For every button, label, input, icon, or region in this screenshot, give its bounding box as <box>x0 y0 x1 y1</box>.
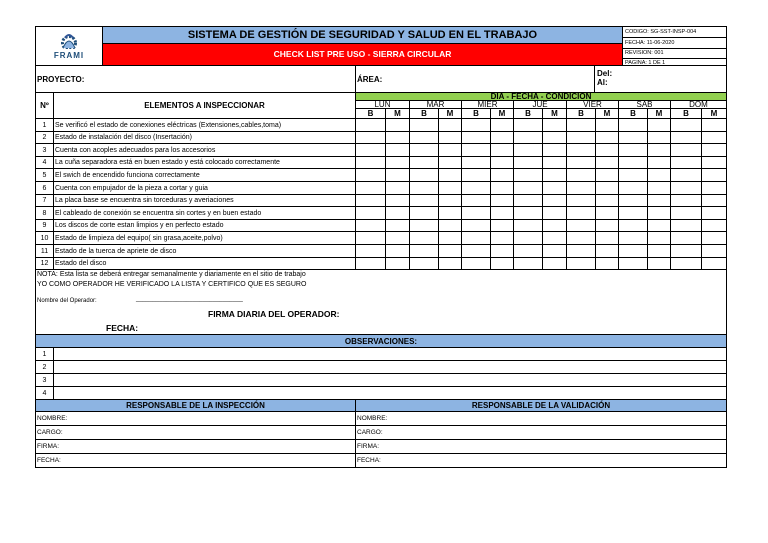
item-description: Estado del disco <box>54 258 356 270</box>
check-cell-good[interactable] <box>671 245 702 258</box>
check-cell-good[interactable] <box>671 182 702 195</box>
check-cell-good[interactable] <box>462 182 491 195</box>
item-number: 10 <box>35 232 54 245</box>
check-cell-good[interactable] <box>514 195 543 207</box>
check-cell-bad[interactable] <box>596 258 619 270</box>
check-cell-good[interactable] <box>356 182 386 195</box>
days-banner: DIA - FECHA - CONDICION <box>356 93 727 101</box>
check-cell-good[interactable] <box>671 207 702 220</box>
item-number: 8 <box>35 207 54 220</box>
check-cell-good[interactable] <box>410 220 439 232</box>
num-header: Nº <box>35 93 54 119</box>
check-cell-bad[interactable] <box>543 245 567 258</box>
check-cell-good[interactable] <box>410 169 439 182</box>
check-cell-good[interactable] <box>514 232 543 245</box>
check-cell-good[interactable] <box>567 182 596 195</box>
inspection-field-fecha[interactable]: FECHA: <box>35 454 356 468</box>
check-cell-good[interactable] <box>356 132 386 144</box>
item-number: 12 <box>35 258 54 270</box>
item-description: Estado de limpieza del equipo( sin grasa,aceite,polvo) <box>54 232 356 245</box>
check-cell-bad[interactable] <box>491 245 514 258</box>
check-cell-bad[interactable] <box>596 207 619 220</box>
check-cell-good[interactable] <box>462 232 491 245</box>
check-cell-bad[interactable] <box>439 132 462 144</box>
item-number: 2 <box>35 132 54 144</box>
check-cell-good[interactable] <box>567 119 596 132</box>
check-cell-bad[interactable] <box>543 119 567 132</box>
check-cell-good[interactable] <box>356 207 386 220</box>
check-cell-good[interactable] <box>356 169 386 182</box>
check-cell-good[interactable] <box>410 195 439 207</box>
check-cell-bad[interactable] <box>702 232 727 245</box>
check-cell-bad[interactable] <box>648 232 671 245</box>
check-cell-good[interactable] <box>671 258 702 270</box>
check-cell-good[interactable] <box>671 232 702 245</box>
check-cell-good[interactable] <box>462 144 491 157</box>
check-cell-bad[interactable] <box>386 258 410 270</box>
check-cell-good[interactable] <box>410 182 439 195</box>
check-cell-bad[interactable] <box>596 132 619 144</box>
check-cell-bad[interactable] <box>386 132 410 144</box>
check-cell-bad[interactable] <box>386 182 410 195</box>
check-cell-good[interactable] <box>671 132 702 144</box>
inspection-field-firma[interactable]: FIRMA: <box>35 440 356 454</box>
check-cell-bad[interactable] <box>648 182 671 195</box>
doc-revision: REVISION: 001 <box>623 49 726 59</box>
check-cell-bad[interactable] <box>543 144 567 157</box>
check-cell-bad[interactable] <box>439 220 462 232</box>
check-cell-good[interactable] <box>410 207 439 220</box>
check-cell-good[interactable] <box>410 144 439 157</box>
check-cell-bad[interactable] <box>596 169 619 182</box>
bad-column-header: M <box>596 109 619 119</box>
check-cell-good[interactable] <box>462 132 491 144</box>
check-cell-good[interactable] <box>619 182 648 195</box>
validation-field-nombre[interactable]: NOMBRE: <box>356 412 727 426</box>
check-cell-bad[interactable] <box>439 144 462 157</box>
item-number: 3 <box>35 144 54 157</box>
check-cell-bad[interactable] <box>491 207 514 220</box>
area-label: ÁREA: <box>356 66 595 93</box>
check-cell-bad[interactable] <box>439 207 462 220</box>
check-cell-bad[interactable] <box>648 258 671 270</box>
check-cell-bad[interactable] <box>596 157 619 169</box>
operator-date-label: FECHA: <box>106 323 139 333</box>
check-cell-bad[interactable] <box>596 182 619 195</box>
system-title: SISTEMA DE GESTIÓN DE SEGURIDAD Y SALUD EN EL TRABAJO <box>103 26 623 44</box>
check-cell-bad[interactable] <box>439 195 462 207</box>
notes-block <box>35 270 727 334</box>
item-description: Cuenta con acoples adecuados para los accesorios <box>54 144 356 157</box>
check-cell-bad[interactable] <box>543 195 567 207</box>
check-cell-bad[interactable] <box>596 245 619 258</box>
check-cell-good[interactable] <box>619 119 648 132</box>
check-cell-bad[interactable] <box>543 220 567 232</box>
check-cell-bad[interactable] <box>491 144 514 157</box>
observations-header: OBSERVACIONES: <box>35 334 727 348</box>
check-cell-bad[interactable] <box>648 169 671 182</box>
check-cell-bad[interactable] <box>386 220 410 232</box>
check-cell-good[interactable] <box>619 144 648 157</box>
check-cell-good[interactable] <box>356 157 386 169</box>
check-cell-good[interactable] <box>462 169 491 182</box>
check-cell-bad[interactable] <box>386 119 410 132</box>
check-cell-good[interactable] <box>410 157 439 169</box>
day-header-mar: MAR <box>410 101 462 109</box>
item-number: 11 <box>35 245 54 258</box>
al-label: Al: <box>597 78 608 87</box>
del-label: Del: <box>597 69 613 78</box>
check-cell-bad[interactable] <box>702 220 727 232</box>
check-cell-bad[interactable] <box>386 157 410 169</box>
day-header-sab: SAB <box>619 101 671 109</box>
observation-number: 4 <box>35 387 54 400</box>
day-header-vier: VIER <box>567 101 619 109</box>
check-cell-good[interactable] <box>514 119 543 132</box>
check-cell-good[interactable] <box>619 258 648 270</box>
check-cell-good[interactable] <box>671 169 702 182</box>
check-cell-bad[interactable] <box>702 157 727 169</box>
check-cell-good[interactable] <box>619 132 648 144</box>
check-cell-good[interactable] <box>619 207 648 220</box>
check-cell-bad[interactable] <box>543 207 567 220</box>
item-number: 6 <box>35 182 54 195</box>
check-cell-bad[interactable] <box>702 182 727 195</box>
check-cell-bad[interactable] <box>702 132 727 144</box>
observation-number: 1 <box>35 348 54 361</box>
check-cell-bad[interactable] <box>648 157 671 169</box>
check-cell-good[interactable] <box>514 245 543 258</box>
operator-name-line: ________________________________ <box>136 296 243 302</box>
check-cell-bad[interactable] <box>439 245 462 258</box>
check-cell-good[interactable] <box>462 119 491 132</box>
check-cell-good[interactable] <box>462 207 491 220</box>
item-description: Estado de la tuerca de apriete de disco <box>54 245 356 258</box>
check-cell-good[interactable] <box>514 144 543 157</box>
check-cell-good[interactable] <box>514 220 543 232</box>
check-cell-good[interactable] <box>356 220 386 232</box>
item-description: El cableado de conexión se encuentra sin cortes y en buen estado <box>54 207 356 220</box>
item-description: La cuña separadora está en buen estado y está colocado correctamente <box>54 157 356 169</box>
check-cell-good[interactable] <box>356 258 386 270</box>
item-number: 4 <box>35 157 54 169</box>
form <box>35 26 727 516</box>
check-cell-bad[interactable] <box>439 169 462 182</box>
check-cell-good[interactable] <box>567 169 596 182</box>
check-cell-bad[interactable] <box>702 119 727 132</box>
check-cell-bad[interactable] <box>543 258 567 270</box>
check-cell-good[interactable] <box>356 232 386 245</box>
check-cell-bad[interactable] <box>386 207 410 220</box>
doc-code: CODIGO: SG-SST-INSP-004 <box>623 27 726 38</box>
item-description: El swich de encendido funciona correctamente <box>54 169 356 182</box>
check-cell-good[interactable] <box>567 207 596 220</box>
check-cell-good[interactable] <box>619 245 648 258</box>
check-cell-good[interactable] <box>567 245 596 258</box>
good-column-header: B <box>514 109 543 119</box>
bad-column-header: M <box>702 109 727 119</box>
check-cell-good[interactable] <box>619 220 648 232</box>
check-cell-good[interactable] <box>410 258 439 270</box>
check-cell-bad[interactable] <box>439 258 462 270</box>
check-cell-bad[interactable] <box>702 258 727 270</box>
check-cell-good[interactable] <box>567 220 596 232</box>
operator-signature-label: FIRMA DIARIA DEL OPERADOR: <box>208 309 340 319</box>
check-cell-bad[interactable] <box>648 119 671 132</box>
check-cell-good[interactable] <box>462 258 491 270</box>
check-cell-bad[interactable] <box>648 207 671 220</box>
check-cell-good[interactable] <box>567 144 596 157</box>
check-cell-good[interactable] <box>567 195 596 207</box>
item-number: 7 <box>35 195 54 207</box>
check-cell-bad[interactable] <box>491 258 514 270</box>
validation-field-fecha[interactable]: FECHA: <box>356 454 727 468</box>
check-cell-good[interactable] <box>514 258 543 270</box>
check-cell-good[interactable] <box>410 232 439 245</box>
check-cell-good[interactable] <box>462 195 491 207</box>
observation-number: 2 <box>35 361 54 374</box>
check-cell-bad[interactable] <box>543 157 567 169</box>
checklist-subtitle: CHECK LIST PRE USO - SIERRA CIRCULAR <box>103 44 623 66</box>
check-cell-bad[interactable] <box>491 119 514 132</box>
check-cell-bad[interactable] <box>439 157 462 169</box>
observation-line[interactable] <box>54 348 727 361</box>
check-cell-good[interactable] <box>410 245 439 258</box>
check-cell-good[interactable] <box>410 119 439 132</box>
check-cell-bad[interactable] <box>702 144 727 157</box>
check-cell-bad[interactable] <box>702 169 727 182</box>
day-header-lun: LUN <box>356 101 410 109</box>
check-cell-good[interactable] <box>671 119 702 132</box>
check-cell-bad[interactable] <box>439 119 462 132</box>
item-description: Estado de instalación del disco (Insertación) <box>54 132 356 144</box>
item-description: Se verificó el estado de conexiones eléctricas (Extensiones,cables,toma) <box>54 119 356 132</box>
bad-column-header: M <box>439 109 462 119</box>
check-cell-good[interactable] <box>356 195 386 207</box>
observation-line[interactable] <box>54 361 727 374</box>
check-cell-good[interactable] <box>567 132 596 144</box>
check-cell-good[interactable] <box>514 157 543 169</box>
good-column-header: B <box>356 109 386 119</box>
check-cell-bad[interactable] <box>491 169 514 182</box>
check-cell-bad[interactable] <box>648 245 671 258</box>
check-cell-bad[interactable] <box>491 220 514 232</box>
check-cell-good[interactable] <box>462 220 491 232</box>
check-cell-bad[interactable] <box>439 232 462 245</box>
check-cell-good[interactable] <box>567 157 596 169</box>
check-cell-bad[interactable] <box>491 182 514 195</box>
observation-line[interactable] <box>54 374 727 387</box>
check-cell-bad[interactable] <box>648 144 671 157</box>
check-cell-bad[interactable] <box>491 157 514 169</box>
check-cell-good[interactable] <box>356 119 386 132</box>
check-cell-good[interactable] <box>356 144 386 157</box>
check-cell-bad[interactable] <box>596 232 619 245</box>
item-description: Los discos de corte estan limpios y en perfecto estado <box>54 220 356 232</box>
item-number: 1 <box>35 119 54 132</box>
check-cell-bad[interactable] <box>491 132 514 144</box>
validation-responsible-header: RESPONSABLE DE LA VALIDACIÓN <box>356 400 727 412</box>
doc-info <box>623 26 727 66</box>
operator-name-label: Nombre del Operador: <box>37 298 97 304</box>
inspection-responsible-header: RESPONSABLE DE LA INSPECCIÓN <box>35 400 356 412</box>
check-cell-good[interactable] <box>514 169 543 182</box>
inspection-field-nombre[interactable]: NOMBRE: <box>35 412 356 426</box>
elements-header: ELEMENTOS A INSPECCIONAR <box>54 93 356 119</box>
good-column-header: B <box>619 109 648 119</box>
check-cell-good[interactable] <box>514 207 543 220</box>
check-cell-good[interactable] <box>619 157 648 169</box>
good-column-header: B <box>671 109 702 119</box>
validation-field-cargo[interactable]: CARGO: <box>356 426 727 440</box>
check-cell-good[interactable] <box>514 132 543 144</box>
good-column-header: B <box>410 109 439 119</box>
check-cell-good[interactable] <box>671 144 702 157</box>
check-cell-bad[interactable] <box>543 132 567 144</box>
day-header-mier: MIER <box>462 101 514 109</box>
check-cell-bad[interactable] <box>596 220 619 232</box>
check-cell-good[interactable] <box>514 182 543 195</box>
check-cell-bad[interactable] <box>386 245 410 258</box>
check-cell-good[interactable] <box>619 232 648 245</box>
observation-line[interactable] <box>54 387 727 400</box>
check-cell-good[interactable] <box>410 132 439 144</box>
bad-column-header: M <box>491 109 514 119</box>
inspection-field-cargo[interactable]: CARGO: <box>35 426 356 440</box>
check-cell-bad[interactable] <box>596 119 619 132</box>
doc-page: PAGINA: 1 DE 1 <box>625 60 666 66</box>
check-cell-bad[interactable] <box>543 169 567 182</box>
validation-field-firma[interactable]: FIRMA: <box>356 440 727 454</box>
logo-text: FRAMI <box>53 51 85 60</box>
check-cell-bad[interactable] <box>386 195 410 207</box>
check-cell-good[interactable] <box>567 258 596 270</box>
check-cell-bad[interactable] <box>386 232 410 245</box>
good-column-header: B <box>567 109 596 119</box>
gear-logo-icon <box>57 31 81 49</box>
check-cell-bad[interactable] <box>596 195 619 207</box>
check-cell-good[interactable] <box>462 245 491 258</box>
item-description: La placa base se encuentra sin torceduras y averiaciones <box>54 195 356 207</box>
check-cell-good[interactable] <box>671 220 702 232</box>
project-label: PROYECTO: <box>35 66 356 93</box>
bad-column-header: M <box>648 109 671 119</box>
item-number: 9 <box>35 220 54 232</box>
check-cell-bad[interactable] <box>386 144 410 157</box>
good-column-header: B <box>462 109 491 119</box>
check-cell-bad[interactable] <box>543 182 567 195</box>
observation-number: 3 <box>35 374 54 387</box>
check-cell-good[interactable] <box>619 195 648 207</box>
check-cell-bad[interactable] <box>702 207 727 220</box>
check-cell-bad[interactable] <box>439 182 462 195</box>
check-cell-bad[interactable] <box>491 195 514 207</box>
bad-column-header: M <box>543 109 567 119</box>
check-cell-good[interactable] <box>567 232 596 245</box>
check-cell-bad[interactable] <box>491 232 514 245</box>
logo-box <box>35 26 103 66</box>
check-cell-good[interactable] <box>671 195 702 207</box>
check-cell-bad[interactable] <box>648 220 671 232</box>
check-cell-bad[interactable] <box>386 169 410 182</box>
certification-text: YO COMO OPERADOR HE VERIFICADO LA LISTA Y CERTIFICO QUE ES SEGURO <box>37 281 307 288</box>
check-cell-bad[interactable] <box>596 144 619 157</box>
item-number: 5 <box>35 169 54 182</box>
bad-column-header: M <box>386 109 410 119</box>
doc-date: FECHA: 11-06-2020 <box>623 38 726 49</box>
check-cell-bad[interactable] <box>543 232 567 245</box>
day-header-jue: JUE <box>514 101 567 109</box>
check-cell-good[interactable] <box>619 169 648 182</box>
check-cell-good[interactable] <box>462 157 491 169</box>
day-header-dom: DOM <box>671 101 727 109</box>
check-cell-bad[interactable] <box>648 132 671 144</box>
check-cell-bad[interactable] <box>702 245 727 258</box>
check-cell-bad[interactable] <box>648 195 671 207</box>
note-text: NOTA: Esta lista se deberá entregar semanalmente y diariamente en el sitio de trabajo <box>37 271 306 278</box>
check-cell-good[interactable] <box>671 157 702 169</box>
check-cell-bad[interactable] <box>702 195 727 207</box>
item-description: Cuenta con empujador de la pieza a cortar y guia <box>54 182 356 195</box>
date-range <box>595 66 727 93</box>
check-cell-good[interactable] <box>356 245 386 258</box>
